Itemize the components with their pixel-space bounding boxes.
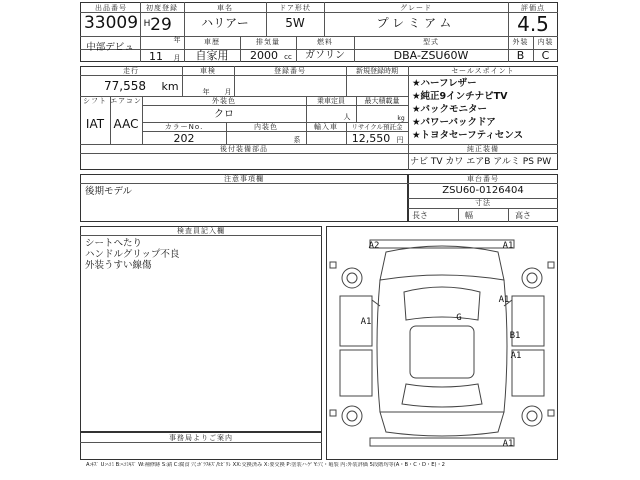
lot-number: 33009 [83, 13, 139, 33]
intcolor-label: 内装色 [254, 123, 278, 131]
height-label: 高さ [515, 211, 531, 220]
inspector-line: ハンドルグリップ不良 [85, 249, 180, 260]
ac-label: エアコン [110, 97, 142, 105]
grade: プレミアム [376, 16, 456, 30]
inspector-label: 検査員記入欄 [177, 227, 225, 235]
import-label: 輸入車 [314, 123, 338, 131]
ac: AAC [113, 117, 139, 131]
recycle-label: リサイクル預託金 [351, 123, 403, 131]
model-label: 型式 [423, 38, 439, 46]
damage-mark: A1 [360, 317, 372, 327]
mileage-unit: km [161, 80, 179, 93]
sales-point: ★ハーフレザー [412, 78, 477, 89]
car-name-label: 車名 [217, 4, 233, 12]
int-label: 内装 [537, 38, 554, 46]
inspector-line: 外装うすい線傷 [85, 260, 152, 271]
sales-point: ★パワーバックドア [412, 117, 496, 128]
damage-legend: A:ｷｽﾞ U:ﾍｺﾐ B:ﾍｺﾐｷｽﾞ W:補修跡 S:錆 C:腐食 穴:ｶﾞﾗｽｷｽﾞ/ﾋﾋﾞﾜﾚ XX:交換済み X:要交換 P:塗装ハゲ Y:穴・亀裂 内:外装評価 5段階均等(A・B・C・D・E)・2 [86, 462, 445, 468]
size-label: 寸法 [475, 199, 491, 207]
color-no: 202 [173, 132, 195, 145]
recycle-deposit: 12,550 [351, 132, 391, 145]
inspection-label: 車検 [200, 67, 216, 75]
fuel: ガソリン [305, 50, 345, 61]
load-label: 最大積載量 [364, 97, 400, 105]
damage-mark: A1 [502, 439, 514, 449]
notes-text: 後期モデル [85, 186, 133, 197]
office-label: 事務局よりご案内 [169, 434, 233, 442]
score: 4.5 [517, 12, 549, 36]
grade-label: グレード [400, 4, 432, 12]
length-label: 長さ [412, 211, 428, 220]
displacement: 2000 [250, 49, 278, 62]
color-label: 外装色 [212, 97, 236, 105]
yen-unit: 円 [396, 136, 404, 144]
year-unit: 年 [173, 36, 181, 44]
door-type: 5W [285, 16, 305, 30]
kg-unit: kg [397, 115, 405, 122]
shift-label: シフト [83, 97, 107, 105]
reg-year: 29 [150, 15, 172, 35]
shift: IAT [85, 117, 105, 131]
reg-month: 11 [149, 50, 163, 63]
sales-point: ★トヨタセーフティセンス [412, 130, 524, 141]
int-score: C [541, 49, 550, 62]
color-no-label: カラーNo. [164, 123, 204, 131]
use-label: 車歴 [204, 38, 220, 46]
debut-label: 中部デビュ [86, 42, 134, 53]
capacity-label: 乗車定員 [317, 97, 345, 105]
after-parts-suffix: 系 [293, 136, 301, 144]
use-type: 自家用 [195, 49, 229, 62]
insp-month-unit: 月 [224, 88, 232, 96]
ext-label: 外装 [512, 38, 529, 46]
person-unit: 人 [343, 113, 351, 121]
sales-point: ★バックモニター [412, 104, 488, 115]
damage-mark: A2 [368, 241, 380, 251]
inspector-line: シートへたり [85, 238, 143, 249]
mileage-label: 走行 [123, 67, 139, 75]
damage-mark: A1 [510, 351, 522, 361]
model-code: DBA-ZSU60W [393, 49, 469, 62]
chassis-number: ZSU60-0126404 [442, 185, 524, 196]
month-unit: 月 [173, 54, 181, 62]
regno-label: 登録番号 [274, 67, 306, 75]
damage-mark: G [456, 313, 462, 323]
car-outline-diagram [326, 226, 558, 460]
after-parts-label: 後付装備部品 [220, 145, 268, 153]
sales-point: ★純正9インチナビTV [412, 91, 508, 102]
width-label: 幅 [465, 211, 473, 220]
score-label: 評価点 [521, 4, 545, 12]
car-name: ハリアー [201, 16, 249, 30]
era: H [143, 19, 151, 29]
recycle-period-label: 新規登録時期 [356, 67, 398, 75]
damage-mark: B1 [509, 331, 521, 341]
lot-label: 出品番号 [95, 4, 127, 12]
fuel-label: 燃料 [317, 38, 333, 46]
disp-unit: cc [284, 53, 292, 61]
mileage: 77,558 [104, 79, 146, 93]
first-reg-label: 初度登録 [146, 4, 178, 12]
damage-mark: A1 [502, 241, 514, 251]
options-label: 純正装備 [467, 145, 499, 153]
color: クロ [214, 109, 234, 120]
damage-mark: A1 [498, 295, 510, 305]
sales-label: セールスポイント [451, 67, 515, 75]
chassis-label: 車台番号 [467, 175, 499, 183]
notes-label: 注意事項欄 [224, 175, 264, 183]
insp-year-unit: 年 [202, 88, 210, 96]
ext-score: B [516, 49, 525, 62]
door-label: ドア形状 [279, 4, 311, 12]
disp-label: 排気量 [256, 38, 280, 46]
options: ナビ TV カワ エアB アルミ PS PW [410, 157, 552, 167]
